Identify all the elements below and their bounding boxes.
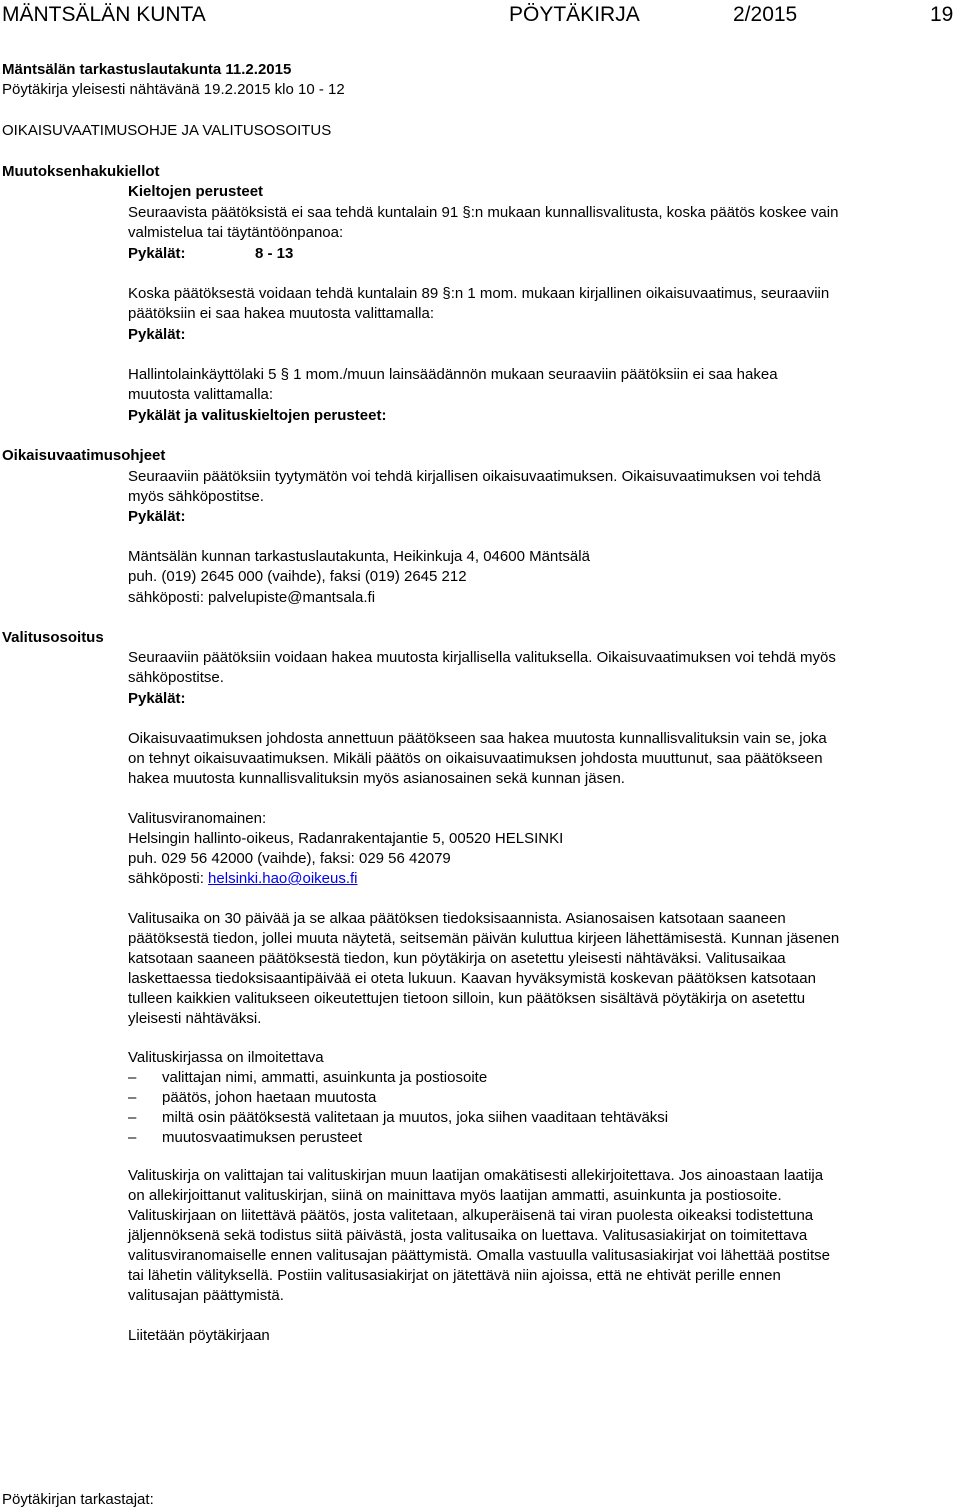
- dash-bullet: –: [128, 1109, 137, 1126]
- section-heading-prohibitions: Muutoksenhakukiellot: [2, 163, 160, 180]
- dash-bullet: –: [128, 1089, 137, 1106]
- paragraph-line: jäljennöksenä sekä todistus siitä päivästä, josta valitusaika on luettava. Valitusasiakirjat on toimitettava: [128, 1227, 808, 1244]
- list-item-text: valittajan nimi, ammatti, asuinkunta ja postiosoite: [162, 1069, 488, 1086]
- paragraph-line: Valitusaika on 30 päivää ja se alkaa päätöksen tiedoksisaannista. Asianosaisen katsotaan saaneen: [128, 910, 786, 927]
- dash-bullet: –: [128, 1069, 137, 1086]
- list-item: [128, 1108, 668, 1128]
- paragraph-line: Seuraavista päätöksistä ei saa tehdä kuntalain 91 §:n mukaan kunnallisvalitusta, koska päätös koskee vain: [128, 204, 839, 221]
- email-line: sähköposti: palvelupiste@mantsala.fi: [128, 589, 376, 606]
- paragraph-line: Valituskirjaan on liitettävä päätös, josta valitetaan, alkuperäisenä tai viran puolesta oikeaksi todistettuna: [128, 1207, 814, 1224]
- paragraph-line: Seuraaviin päätöksiin voidaan hakea muutosta kirjallisella valituksella. Oikaisuvaatimuksen voi tehdä myös: [128, 649, 836, 666]
- phone-line: puh. (019) 2645 000 (vaihde), faksi (019) 2645 212: [128, 568, 467, 585]
- municipality-name: MÄNTSÄLÄN KUNTA: [2, 3, 206, 26]
- paragraph-line: valitusviranomaiselle ennen valitusajan päättymistä. Omalla vastuulla valitusasiakirjat voi lähettää postitse: [128, 1247, 831, 1264]
- authority-email-link[interactable]: helsinki.hao@oikeus.fi: [208, 870, 358, 887]
- paragraph-line: Koska päätöksestä voidaan tehdä kuntalain 89 §:n 1 mom. mukaan kirjallinen oikaisuvaatimus, seuraaviin: [128, 285, 830, 302]
- list-item-text: päätös, johon haetaan muutosta: [162, 1089, 377, 1106]
- sections-label: Pykälät:: [128, 508, 186, 525]
- paragraph-line: on tehnyt oikaisuvaatimuksen. Mikäli päätös on oikaisuvaatimuksen johdosta muuttunut, saa päätökseen: [128, 750, 823, 767]
- paragraph-line: päätöksiin ei saa hakea muutosta valittamalla:: [128, 305, 435, 322]
- paragraph-line: valitusajan päättymistä.: [128, 1287, 284, 1304]
- page-number: 19: [930, 3, 954, 26]
- dash-bullet: –: [128, 1129, 137, 1146]
- contents-heading: Valituskirjassa on ilmoitettava: [128, 1049, 324, 1066]
- document-type: PÖYTÄKIRJA: [509, 3, 640, 26]
- paragraph-line: katsotaan saaneen päätöksestä tiedon, kun pöytäkirja on asetettu yleisesti nähtäväksi. Valitusaikaa: [128, 950, 786, 967]
- paragraph-line: hakea muutosta kunnallisvalituksin myös asianosainen sekä kunnan jäsen.: [128, 770, 625, 787]
- paragraph-line: on allekirjoittanut valituskirjan, siinä on mainittava myös laatijan ammatti, asuinkunta ja postiosoite.: [128, 1187, 782, 1204]
- sections-label: Pykälät:: [128, 690, 186, 707]
- paragraph-line: laskettaessa tiedoksisaantipäivää ei oteta lukuun. Kaavan hyväksymistä koskevan päätöksen katsotaan: [128, 970, 816, 987]
- list-item: [128, 1128, 362, 1148]
- meeting-body-date: Mäntsälän tarkastuslautakunta 11.2.2015: [2, 61, 292, 78]
- list-item: [128, 1088, 376, 1108]
- authority-email-line: [128, 869, 358, 889]
- paragraph-line: päätöksestä tiedon, jollei muuta näytetä, seitsemän päivän kuluttua kirjeen lähettämisestä. Kunnan jäsenen: [128, 930, 840, 947]
- paragraph-line: Hallintolainkäyttölaki 5 § 1 mom./muun lainsäädännön mukaan seuraaviin päätöksiin ei saa hakea: [128, 366, 778, 383]
- authority-phone: puh. 029 56 42000 (vaihde), faksi: 029 56 42079: [128, 850, 451, 867]
- email-prefix: sähköposti:: [128, 870, 209, 887]
- authority-address: Helsingin hallinto-oikeus, Radanrakentajantie 5, 00520 HELSINKI: [128, 830, 564, 847]
- paragraph-line: myös sähköpostitse.: [128, 488, 264, 505]
- paragraph-line: Oikaisuvaatimuksen johdosta annettuun päätökseen saa hakea muutosta kunnallisvalituksin vain se, joka: [128, 730, 827, 747]
- document-title: OIKAISUVAATIMUSOHJE JA VALITUSOSOITUS: [2, 122, 332, 139]
- section-heading-rectification: Oikaisuvaatimusohjeet: [2, 447, 166, 464]
- document-number: 2/2015: [733, 3, 798, 26]
- paragraph-line: valmistelua tai täytäntöönpanoa:: [128, 224, 344, 241]
- paragraph-line: sähköpostitse.: [128, 669, 224, 686]
- list-item: [128, 1068, 487, 1088]
- paragraph-line: Valituskirja on valittajan tai valituskirjan muun laatijan omakätisesti allekirjoitettava. Jos ainoastaan laatija: [128, 1167, 824, 1184]
- list-item-text: muutosvaatimuksen perusteet: [162, 1129, 363, 1146]
- sections-label: Pykälät:: [128, 245, 186, 262]
- paragraph-line: muutosta valittamalla:: [128, 386, 274, 403]
- subheading-grounds: Kieltojen perusteet: [128, 183, 264, 200]
- paragraph-line: tulleen kaikkien valitukseen oikeutettujen tietoon silloin, kun päätöksen sisältävä pöytäkirja on asetettu: [128, 990, 806, 1007]
- address-line: Mäntsälän kunnan tarkastuslautakunta, Heikinkuja 4, 04600 Mäntsälä: [128, 548, 590, 565]
- sections-label: Pykälät:: [128, 326, 186, 343]
- section-heading-appeal: Valitusosoitus: [2, 629, 104, 646]
- authority-label: Valitusviranomainen:: [128, 810, 267, 827]
- paragraph-line: yleisesti nähtäväksi.: [128, 1010, 262, 1027]
- paragraph-line: Seuraaviin päätöksiin tyytymätön voi tehdä kirjallisen oikaisuvaatimuksen. Oikaisuvaatimuksen voi tehdä: [128, 468, 821, 485]
- sections-label: Pykälät ja valituskieltojen perusteet:: [128, 407, 387, 424]
- public-notice: Pöytäkirja yleisesti nähtävänä 19.2.2015 klo 10 - 12: [2, 81, 345, 98]
- minutes-checkers-label: Pöytäkirjan tarkastajat:: [2, 1491, 154, 1508]
- attached-note: Liitetään pöytäkirjaan: [128, 1327, 270, 1344]
- list-item-text: miltä osin päätöksestä valitetaan ja muutos, joka siihen vaaditaan tehtäväksi: [162, 1109, 669, 1126]
- paragraph-line: tai lähetin välityksellä. Postiin valitusasiakirjat on jätettävä niin ajoissa, että ne ehtivät perille ennen: [128, 1267, 781, 1284]
- sections-value: 8 - 13: [255, 245, 294, 262]
